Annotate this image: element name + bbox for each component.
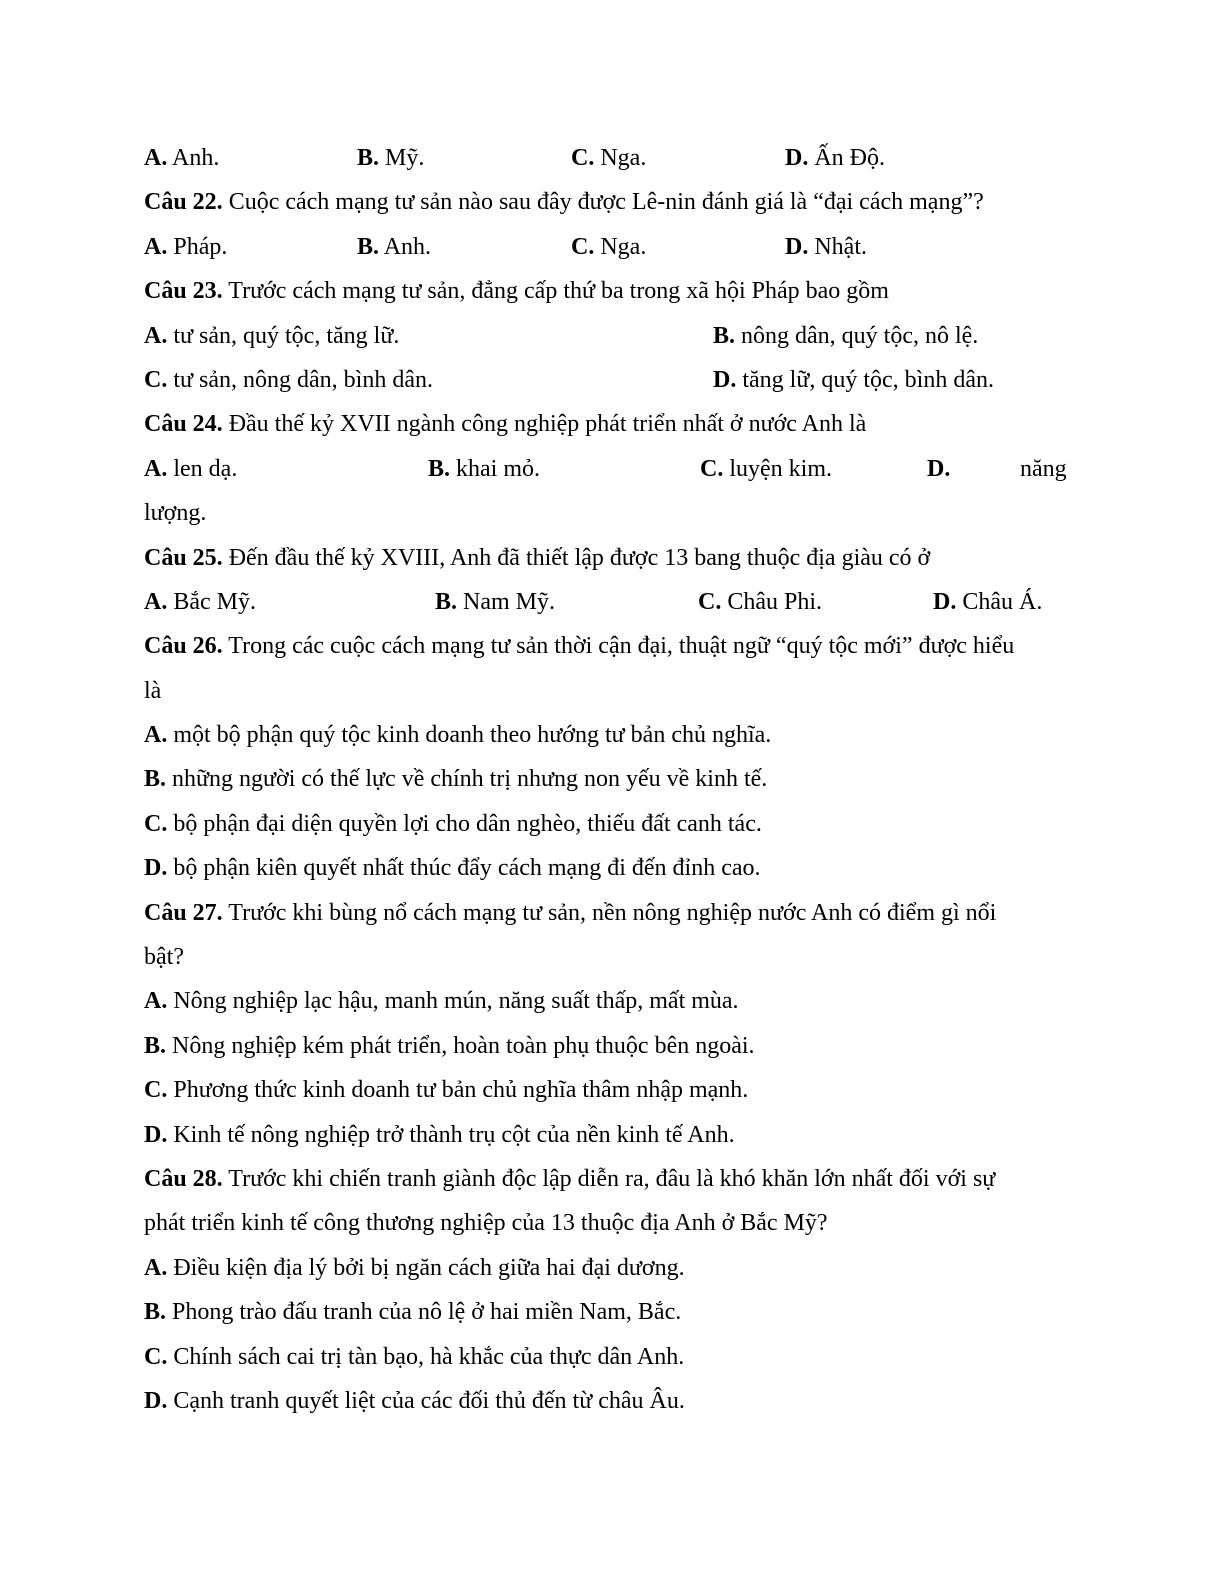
question-label: Câu 27. (144, 899, 223, 926)
option-d: D. tăng lữ, quý tộc, bình dân. (713, 366, 994, 393)
option-d: D. (927, 455, 951, 482)
option-b: B. Anh. (357, 233, 432, 260)
question-24 (144, 402, 1072, 446)
question-label: Câu 28. (144, 1165, 223, 1192)
option-d: D. Châu Á. (933, 588, 1043, 615)
question-26-cont (144, 669, 1072, 713)
option-b: B. Nam Mỹ. (435, 588, 556, 615)
option-a: A. Pháp. (144, 233, 228, 260)
question-text: Đầu thế kỷ XVII ngành công nghiệp phát triển nhất ở nước Anh là (222, 411, 867, 438)
option-c-row: C. Phương thức kinh doanh tư bản chủ nghĩa thâm nhập mạnh. (144, 1077, 749, 1104)
option-b: B. nông dân, quý tộc, nô lệ. (713, 322, 979, 349)
option-c: C. Châu Phi. (698, 588, 823, 615)
question-label: Câu 24. (144, 411, 223, 438)
options-row-q24 (144, 447, 1072, 491)
question-text-continuation: phát triển kinh tế công thương nghiệp của 13 thuộc địa Anh ở Bắc Mỹ? (144, 1210, 828, 1237)
option-a: A. Anh. (144, 145, 220, 171)
option-d-text: năng (1020, 455, 1067, 482)
question-text: Trong các cuộc cách mạng tư sản thời cận đại, thuật ngữ “quý tộc mới” được hiểu (222, 633, 1015, 660)
question-text-continuation: là (144, 677, 162, 704)
question-27-cont (144, 935, 1072, 979)
options-row-q21 (144, 136, 1072, 180)
option-b: B. khai mỏ. (428, 455, 541, 482)
options-row-q24-cont (144, 491, 1072, 535)
question-label: Câu 25. (144, 544, 223, 571)
option-b: B. Mỹ. (357, 145, 425, 171)
option-d: D. Nhật. (785, 233, 867, 260)
option-a: A. len dạ. (144, 455, 238, 482)
option-d-row: D. Kinh tế nông nghiệp trở thành trụ cột của nền kinh tế Anh. (144, 1121, 735, 1148)
question-28-cont (144, 1201, 1072, 1245)
option-a-row: A. Nông nghiệp lạc hậu, manh mún, năng suất thấp, mất mùa. (144, 988, 739, 1015)
option-a-row: A. Điều kiện địa lý bởi bị ngăn cách giữa hai đại dương. (144, 1254, 685, 1281)
question-label: Câu 26. (144, 633, 223, 660)
options-row-q25 (144, 580, 1072, 624)
option-a: A. tư sản, quý tộc, tăng lữ. (144, 322, 400, 349)
question-25 (144, 536, 1072, 580)
option-c: C. luyện kim. (700, 455, 832, 482)
question-27 (144, 891, 1072, 935)
options-row-q23-cd (144, 358, 1072, 402)
question-text: Trước khi bùng nổ cách mạng tư sản, nền nông nghiệp nước Anh có điểm gì nổi (222, 899, 997, 926)
question-text: Đến đầu thế kỷ XVIII, Anh đã thiết lập được 13 bang thuộc địa giàu có ở (222, 544, 931, 571)
option-c-row: C. bộ phận đại diện quyền lợi cho dân nghèo, thiếu đất canh tác. (144, 810, 762, 837)
question-label: Câu 22. (144, 189, 223, 216)
exam-page (144, 136, 1072, 1423)
question-26 (144, 624, 1072, 668)
option-c: C. Nga. (571, 233, 647, 260)
question-text: Trước cách mạng tư sản, đẳng cấp thứ ba trong xã hội Pháp bao gồm (222, 278, 889, 305)
question-text: Trước khi chiến tranh giành độc lập diễn ra, đâu là khó khăn lớn nhất đối với sự (222, 1165, 996, 1192)
option-c: C. tư sản, nông dân, bình dân. (144, 366, 433, 393)
option-c-row: C. Chính sách cai trị tàn bạo, hà khắc của thực dân Anh. (144, 1343, 685, 1370)
question-label: Câu 23. (144, 278, 223, 305)
question-23 (144, 269, 1072, 313)
question-text: Cuộc cách mạng tư sản nào sau đây được Lê-nin đánh giá là “đại cách mạng”? (222, 189, 984, 216)
options-row-q23-ab (144, 314, 1072, 358)
option-a: A. Bắc Mỹ. (144, 588, 256, 615)
option-b-row: B. Nông nghiệp kém phát triển, hoàn toàn phụ thuộc bên ngoài. (144, 1032, 755, 1059)
option-a-row: A. một bộ phận quý tộc kinh doanh theo hướng tư bản chủ nghĩa. (144, 722, 772, 749)
option-d: D. Ấn Độ. (785, 145, 886, 171)
option-b-row: B. Phong trào đấu tranh của nô lệ ở hai miền Nam, Bắc. (144, 1299, 682, 1326)
option-c: C. Nga. (571, 145, 647, 171)
option-d-row: D. bộ phận kiên quyết nhất thúc đẩy cách mạng đi đến đỉnh cao. (144, 855, 761, 882)
options-row-q22 (144, 225, 1072, 269)
option-d-continuation: lượng. (144, 500, 207, 527)
question-22 (144, 180, 1072, 224)
option-d-row: D. Cạnh tranh quyết liệt của các đối thủ đến từ châu Âu. (144, 1387, 685, 1414)
option-b-row: B. những người có thế lực về chính trị nhưng non yếu về kinh tế. (144, 766, 768, 793)
question-text-continuation: bật? (144, 944, 184, 971)
question-28 (144, 1157, 1072, 1201)
